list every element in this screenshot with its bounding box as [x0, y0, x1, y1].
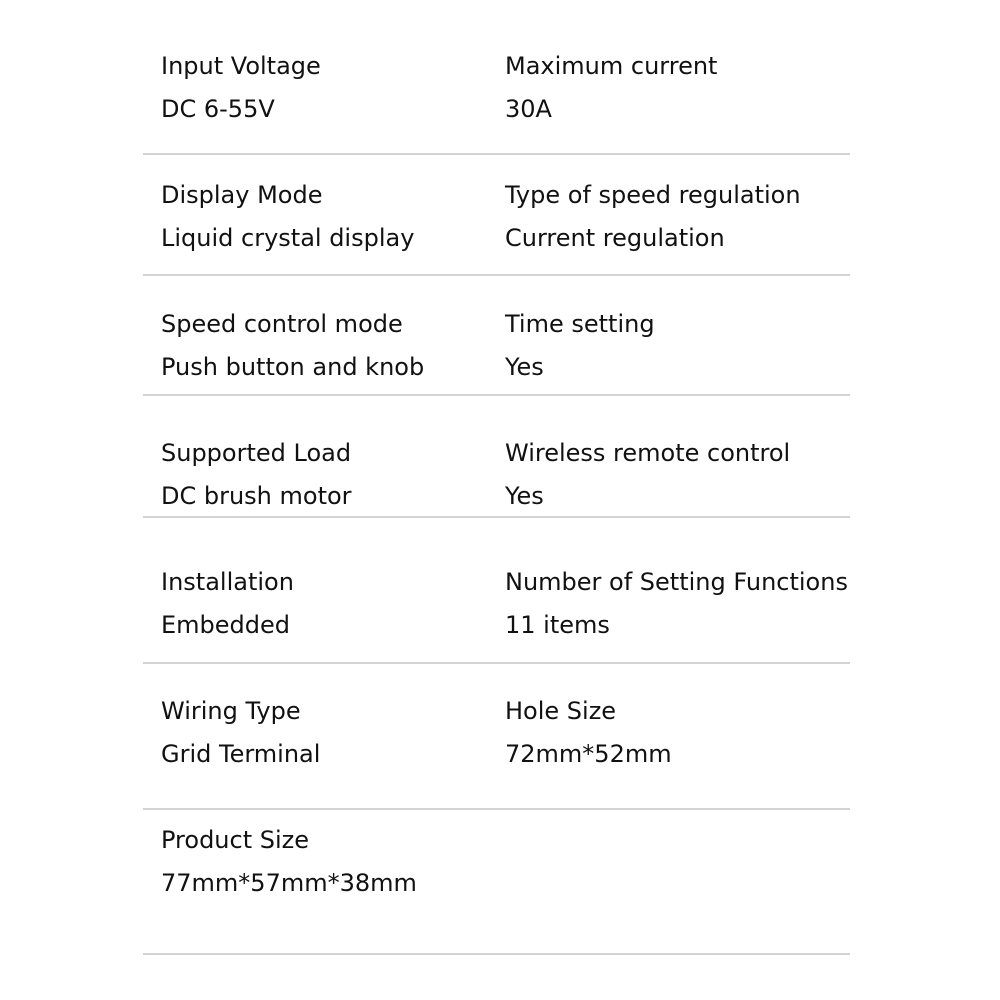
spec-label-wiring-type: Wiring Type	[161, 697, 301, 725]
row-divider	[143, 153, 850, 155]
spec-label-speed-regulation-type: Type of speed regulation	[505, 181, 801, 209]
spec-value-time-setting: Yes	[505, 353, 544, 381]
spec-label-product-size: Product Size	[161, 826, 310, 854]
spec-label-hole-size: Hole Size	[505, 697, 617, 725]
spec-label-input-voltage: Input Voltage	[161, 52, 321, 80]
spec-value-product-size: 77mm*57mm*38mm	[161, 869, 417, 897]
spec-value-wiring-type: Grid Terminal	[161, 740, 321, 768]
row-divider	[143, 662, 850, 664]
spec-label-maximum-current: Maximum current	[505, 52, 718, 80]
spec-value-speed-regulation-type: Current regulation	[505, 224, 725, 252]
spec-label-speed-control-mode: Speed control mode	[161, 310, 403, 338]
spec-label-time-setting: Time setting	[505, 310, 655, 338]
spec-value-wireless-remote-control: Yes	[505, 482, 544, 510]
spec-label-installation: Installation	[161, 568, 294, 596]
row-divider	[143, 274, 850, 276]
row-divider	[143, 516, 850, 518]
spec-value-display-mode: Liquid crystal display	[161, 224, 415, 252]
spec-value-installation: Embedded	[161, 611, 291, 639]
spec-value-hole-size: 72mm*52mm	[505, 740, 672, 768]
row-divider	[143, 394, 850, 396]
spec-label-supported-load: Supported Load	[161, 439, 352, 467]
spec-value-supported-load: DC brush motor	[161, 482, 352, 510]
spec-label-display-mode: Display Mode	[161, 181, 323, 209]
spec-label-wireless-remote-control: Wireless remote control	[505, 439, 791, 467]
spec-value-speed-control-mode: Push button and knob	[161, 353, 425, 381]
spec-value-input-voltage: DC 6-55V	[161, 95, 275, 123]
spec-value-maximum-current: 30A	[505, 95, 552, 123]
row-divider	[143, 808, 850, 810]
spec-value-setting-functions: 11 items	[505, 611, 610, 639]
row-divider	[143, 953, 850, 955]
spec-label-setting-functions: Number of Setting Functions	[505, 568, 848, 596]
